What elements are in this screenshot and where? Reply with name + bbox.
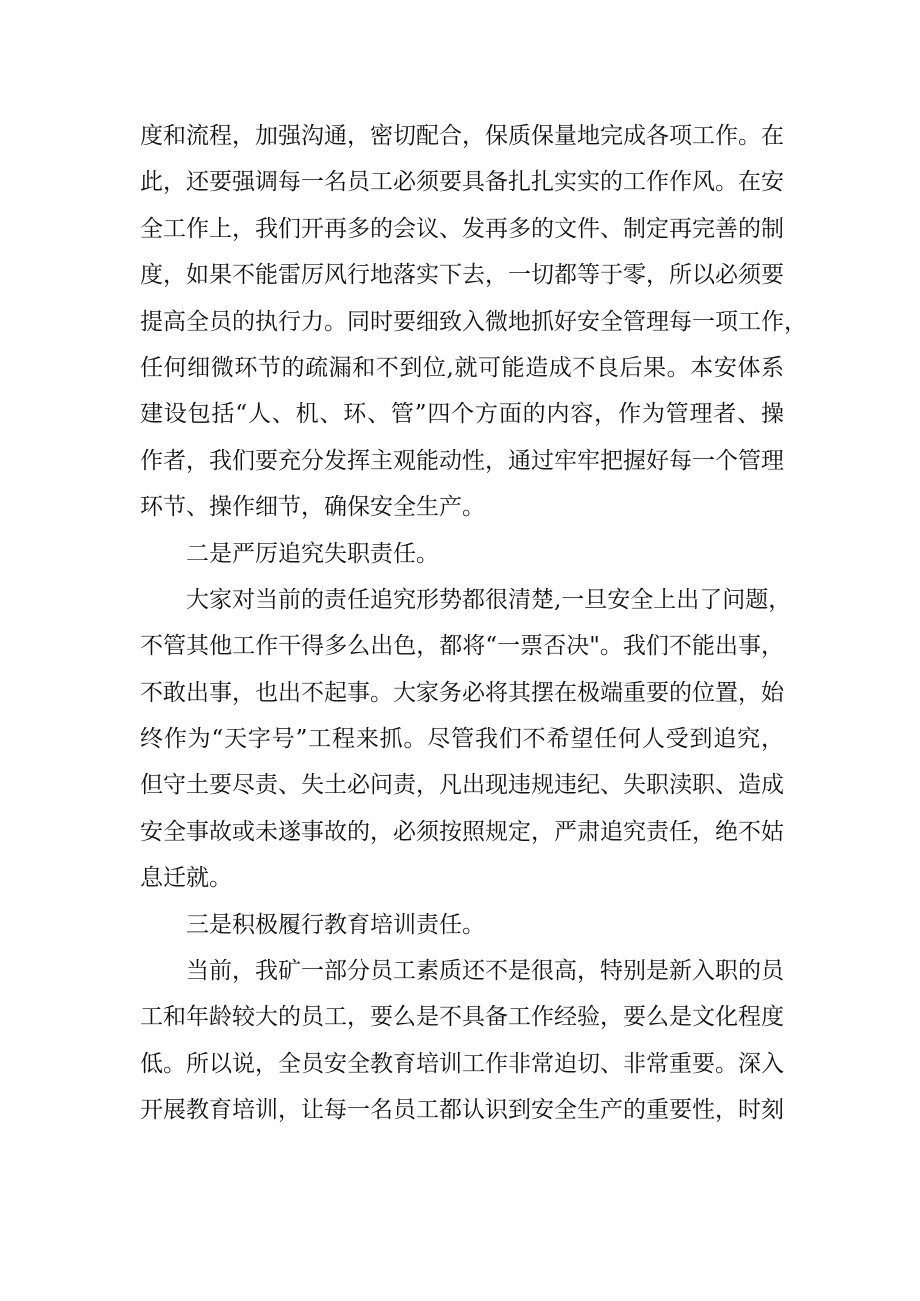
paragraph-first-line: 当前，我矿一部分员工素质还不是很高，特别是新入职的员 <box>186 958 784 985</box>
text-line: 开展教育培训，让每一名员工都认识到安全生产的重要性，时刻 <box>140 1097 784 1124</box>
text-line: 全工作上，我们开再多的会议、发再多的文件、制定再完善的制 <box>140 215 784 242</box>
section-heading: 二是严厉追究失职责任。 <box>186 540 439 567</box>
section-heading: 三是积极履行教育培训责任。 <box>186 911 485 938</box>
text-line: 度和流程，加强沟通，密切配合，保质保量地完成各项工作。在 <box>140 123 784 149</box>
text-line: 工和年龄较大的员工，要么是不具备工作经验，要么是文化程度 <box>140 1004 784 1031</box>
text-line: 作者，我们要充分发挥主观能动性，通过牢牢把握好每一个管理 <box>140 447 784 474</box>
text-line: 提高全员的执行力。同时要细致入微地抓好安全管理每一项工作， <box>140 308 807 335</box>
text-line: 不管其他工作干得多么出色，都将“一票否决"。我们不能出事， <box>140 633 784 660</box>
text-line: 安全事故或未遂事故的，必须按照规定，严肃追究责任，绝不姑 <box>140 818 784 845</box>
text-line: 低。所以说，全员安全教育培训工作非常迫切、非常重要。深入 <box>140 1050 784 1077</box>
text-line: 度，如果不能雷厉风行地落实下去，一切都等于零，所以必须要 <box>140 262 784 289</box>
text-line: 终作为“天字号”工程来抓。尽管我们不希望任何人受到追究， <box>140 726 784 753</box>
text-line: 息迁就。 <box>140 865 232 892</box>
text-line: 但守土要尽责、失土必问责，凡出现违规违纪、失职渎职、造成 <box>140 772 784 799</box>
text-line: 此，还要强调每一名员工必须要具备扎扎实实的工作作风。在安 <box>140 169 784 196</box>
paragraph-first-line: 大家对当前的责任追究形势都很清楚,一旦安全上出了问题， <box>186 586 792 613</box>
text-line: 环节、操作细节，确保安全生产。 <box>140 494 485 521</box>
text-line: 建设包括“人、机、环、管”四个方面的内容，作为管理者、操 <box>140 401 784 428</box>
body-text <box>140 113 807 1134</box>
text-line: 任何细微环节的疏漏和不到位,就可能造成不良后果。本安体系 <box>140 354 784 381</box>
text-line: 不敢出事，也出不起事。大家务必将其摆在极端重要的位置，始 <box>140 679 784 706</box>
